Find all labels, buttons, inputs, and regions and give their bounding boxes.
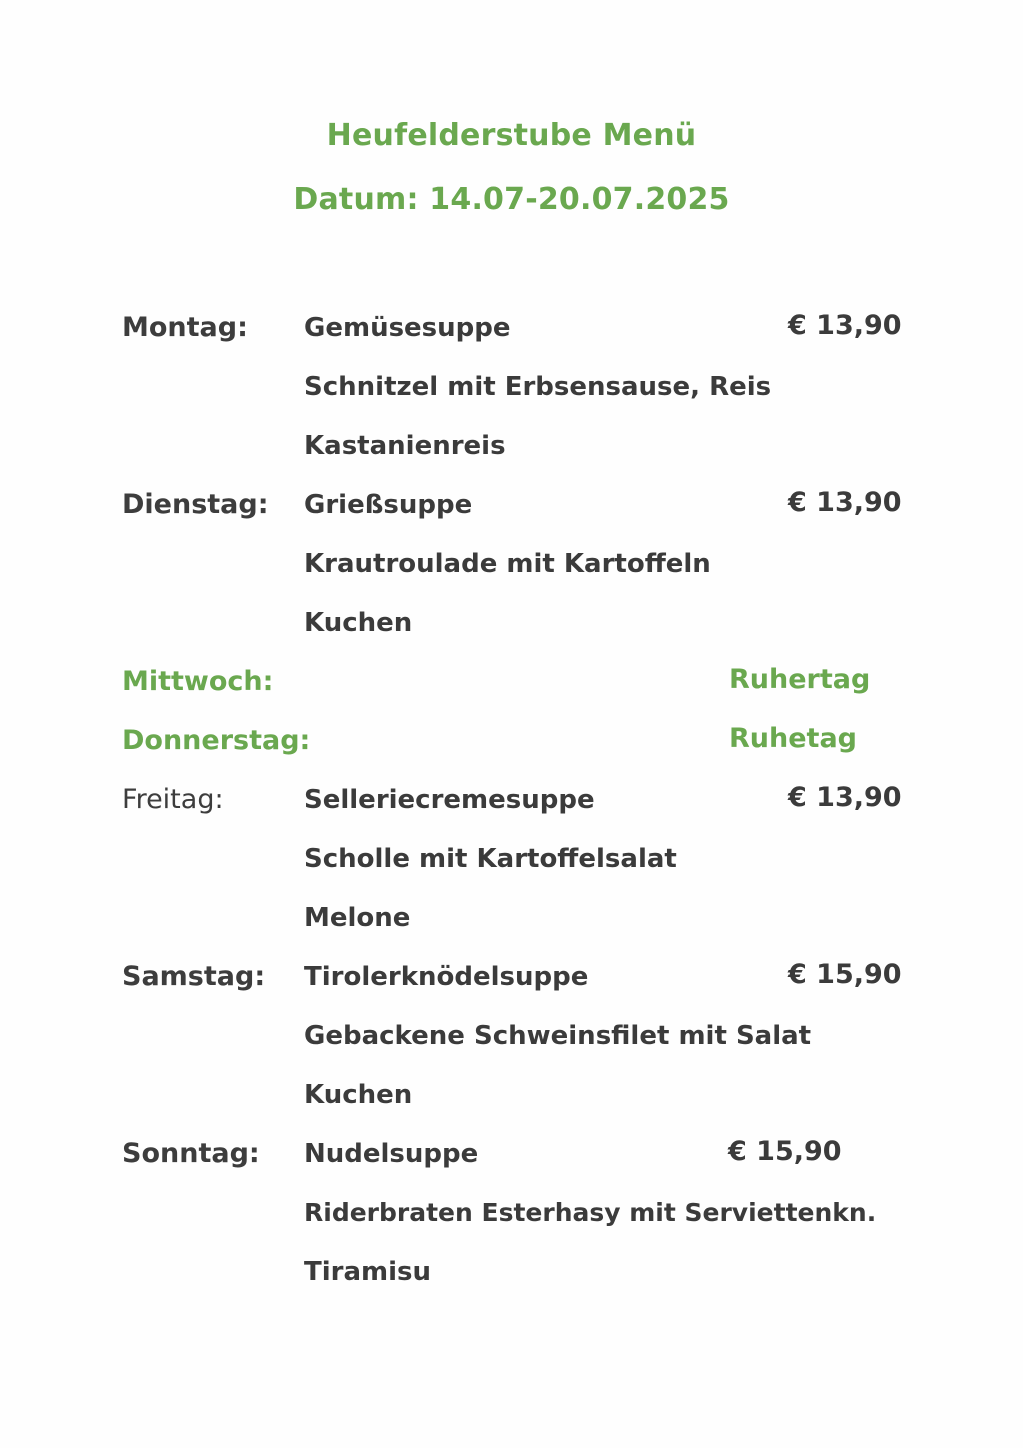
dish-samstag-soup: Tirolerknödelsuppe bbox=[304, 962, 589, 992]
price-samstag: € 15,90 bbox=[788, 959, 902, 990]
day-label-montag: Montag: bbox=[122, 312, 248, 343]
dish-sonntag-dessert: Tiramisu bbox=[304, 1257, 432, 1287]
menu-date: Datum: 14.07-20.07.2025 bbox=[293, 182, 730, 217]
price-freitag: € 13,90 bbox=[788, 782, 902, 813]
rest-day-donnerstag: Ruhetag bbox=[729, 723, 857, 754]
dish-dienstag-soup: Grießsuppe bbox=[304, 490, 473, 520]
dish-montag-soup: Gemüsesuppe bbox=[304, 313, 511, 343]
price-montag: € 13,90 bbox=[788, 310, 902, 341]
rest-day-mittwoch: Ruhertag bbox=[729, 664, 871, 695]
day-label-donnerstag: Donnerstag: bbox=[122, 725, 311, 756]
dish-freitag-main: Scholle mit Kartoffelsalat bbox=[304, 844, 677, 874]
dish-sonntag-main: Riderbraten Esterhasy mit Serviettenkn. bbox=[304, 1198, 877, 1227]
dish-montag-main: Schnitzel mit Erbsensause, Reis bbox=[304, 372, 772, 402]
day-label-samstag: Samstag: bbox=[122, 961, 266, 992]
dish-freitag-dessert: Melone bbox=[304, 903, 411, 933]
menu-title: Heufelderstube Menü bbox=[326, 118, 697, 153]
day-label-sonntag: Sonntag: bbox=[122, 1138, 260, 1169]
dish-dienstag-main: Krautroulade mit Kartoffeln bbox=[304, 549, 711, 579]
day-label-freitag: Freitag: bbox=[122, 784, 224, 815]
dish-dienstag-dessert: Kuchen bbox=[304, 608, 413, 638]
dish-montag-dessert: Kastanienreis bbox=[304, 431, 506, 461]
price-sonntag: € 15,90 bbox=[728, 1136, 842, 1167]
dish-freitag-soup: Selleriecremesuppe bbox=[304, 785, 595, 815]
dish-sonntag-soup: Nudelsuppe bbox=[304, 1139, 479, 1169]
price-dienstag: € 13,90 bbox=[788, 487, 902, 518]
day-label-dienstag: Dienstag: bbox=[122, 489, 269, 520]
day-label-mittwoch: Mittwoch: bbox=[122, 666, 274, 697]
dish-samstag-dessert: Kuchen bbox=[304, 1080, 413, 1110]
dish-samstag-main: Gebackene Schweinsfilet mit Salat bbox=[304, 1021, 812, 1051]
